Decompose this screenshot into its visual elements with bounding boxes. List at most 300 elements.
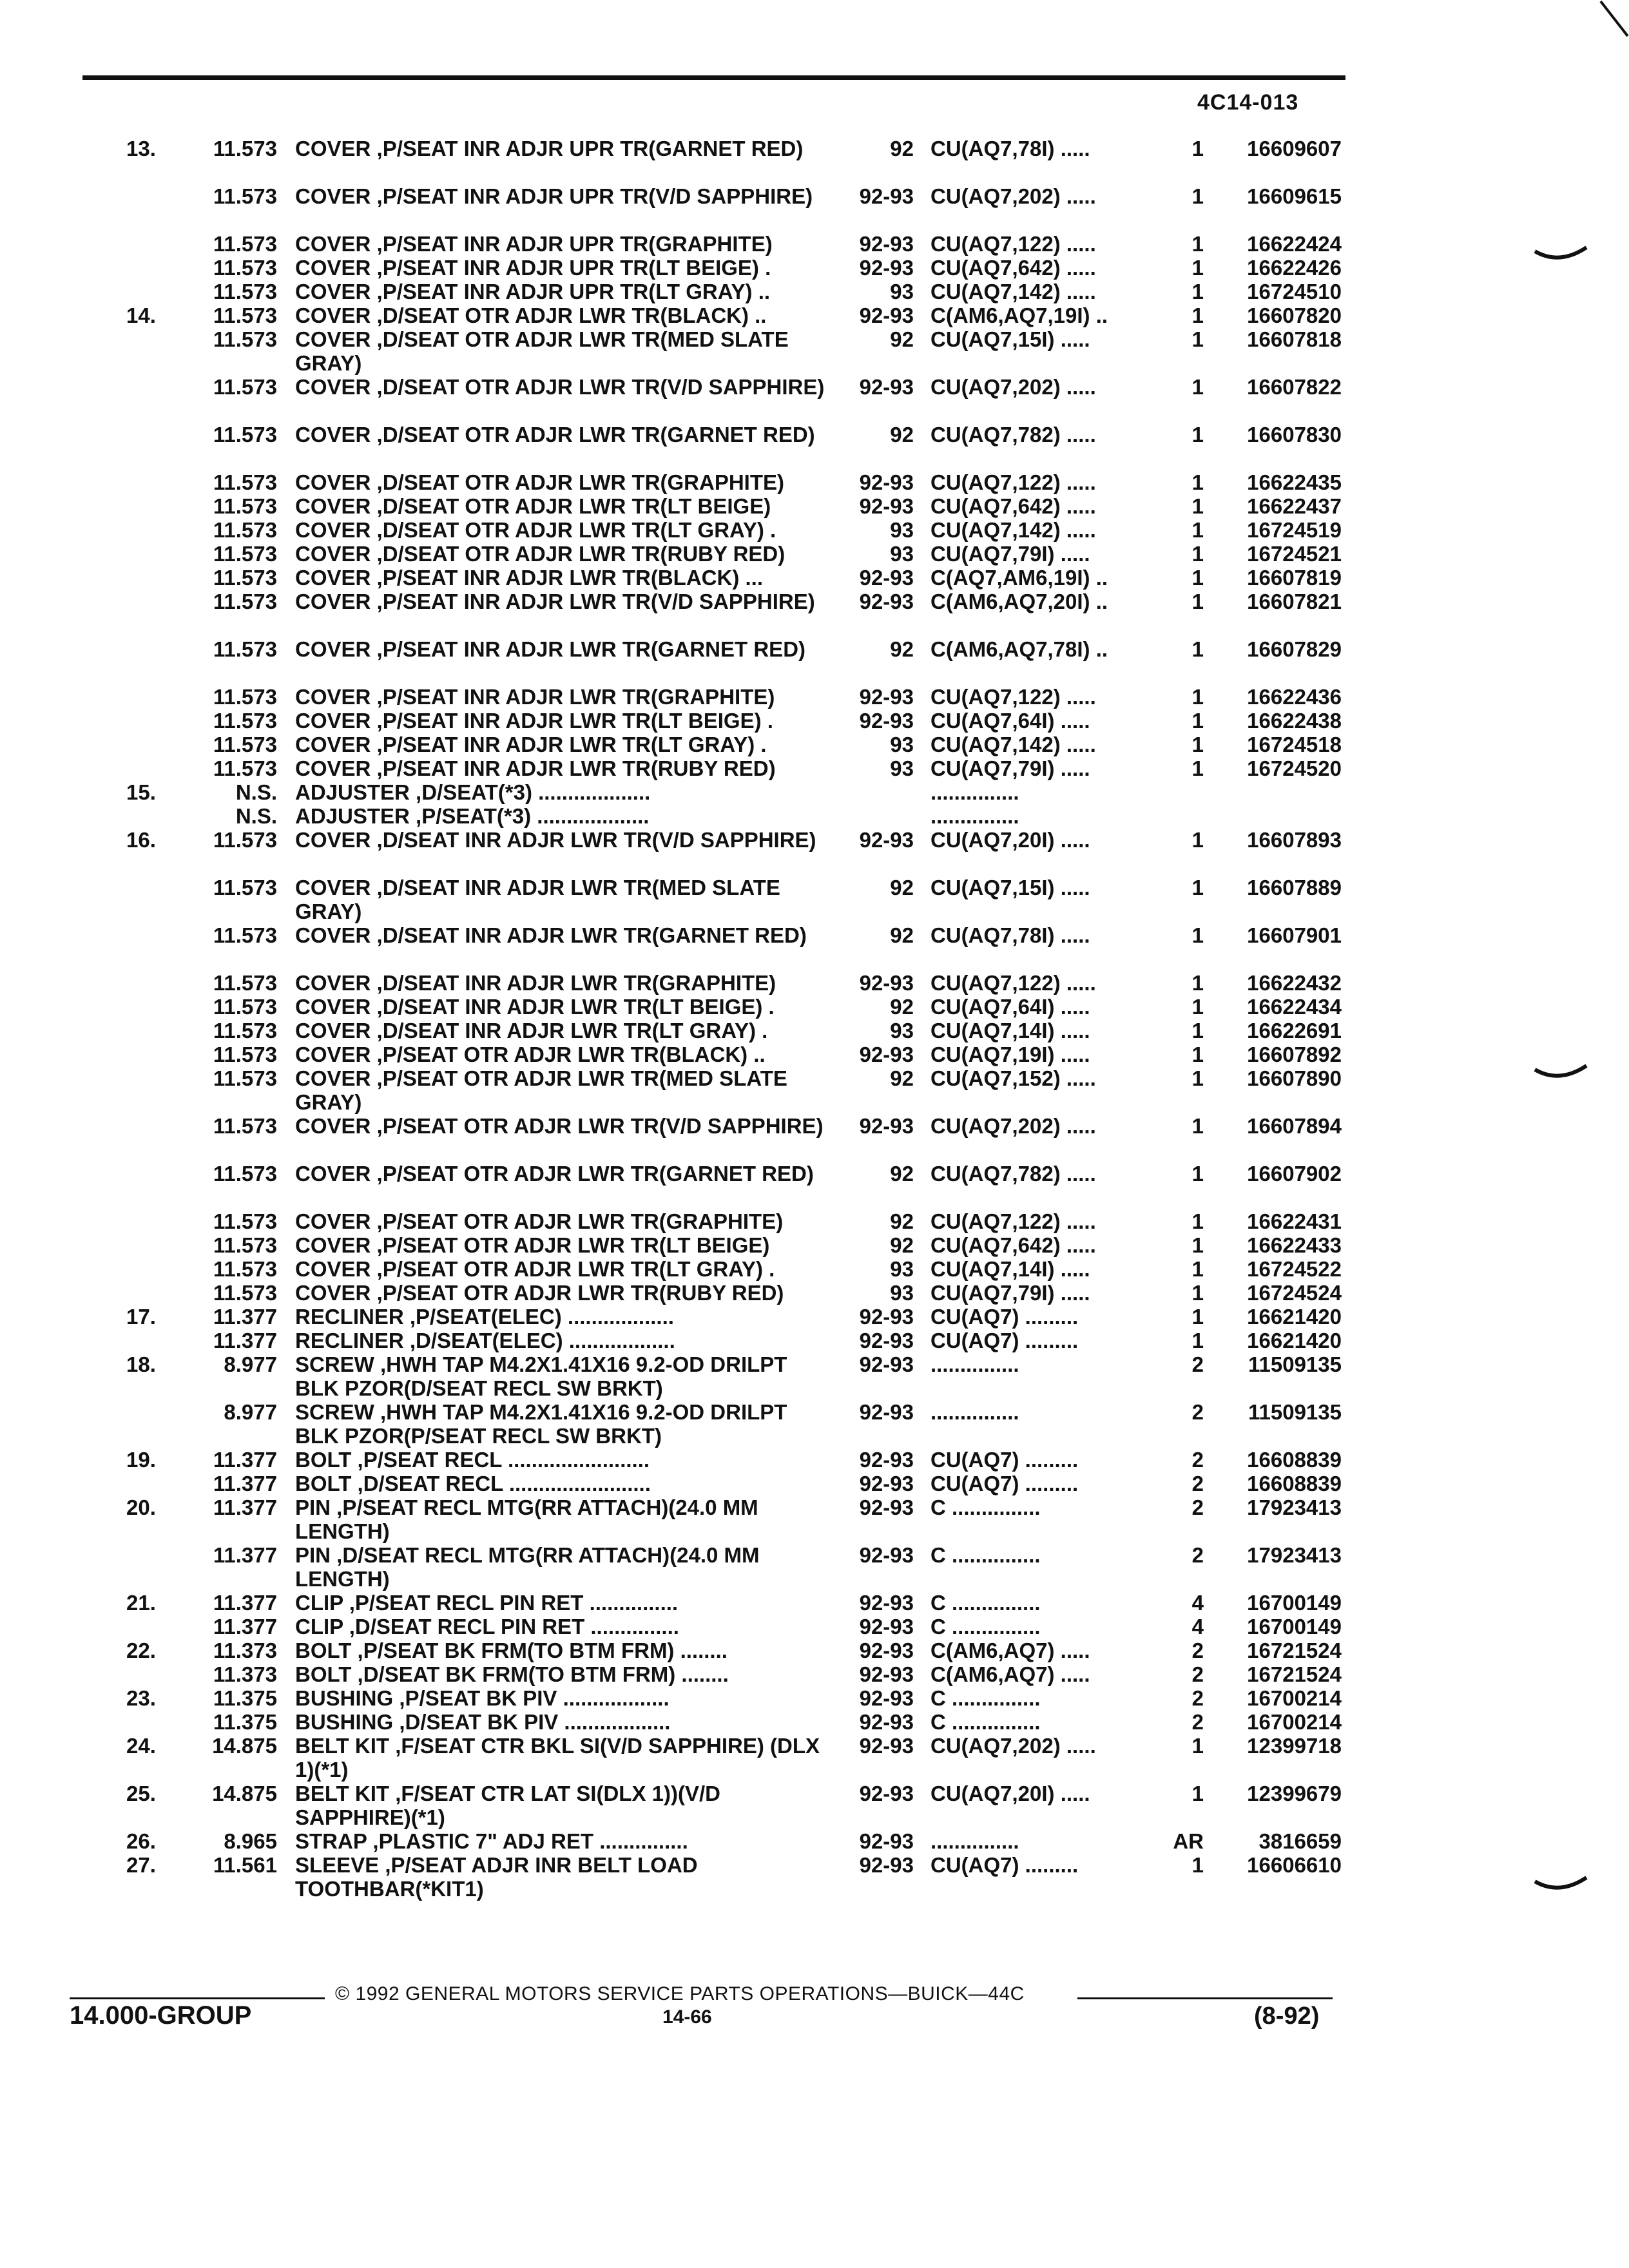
parts-row — [0, 1233, 1629, 1257]
part-number: 16607902 — [1247, 1162, 1342, 1186]
option-codes: C ............... — [930, 1543, 1041, 1567]
parts-row — [0, 685, 1629, 709]
part-description: PIN ,P/SEAT RECL MTG(RR ATTACH)(24.0 MM LENGTH) — [295, 1495, 758, 1543]
quantity: 1 — [1191, 542, 1204, 566]
part-number: 12399679 — [1247, 1782, 1342, 1805]
option-codes: CU(AQ7,642) ..... — [930, 1233, 1096, 1257]
model-years: 92-93 — [859, 1305, 914, 1329]
option-codes: CU(AQ7,19I) ..... — [930, 1043, 1090, 1066]
group-number: 11.373 — [213, 1662, 277, 1686]
group-number: 11.573 — [213, 375, 277, 399]
part-number: 16607821 — [1247, 590, 1342, 613]
part-number: 16607889 — [1247, 876, 1342, 899]
option-codes: CU(AQ7,15I) ..... — [930, 327, 1090, 351]
parts-row — [0, 828, 1629, 876]
parts-row — [0, 542, 1629, 566]
part-description: COVER ,P/SEAT INR ADJR LWR TR(LT GRAY) . — [295, 733, 767, 756]
part-number: 16724519 — [1247, 518, 1342, 542]
parts-row — [0, 184, 1629, 232]
hole-punch-mark — [1534, 1874, 1588, 1897]
parts-row — [0, 1114, 1629, 1162]
option-codes: CU(AQ7) ......... — [930, 1329, 1079, 1352]
parts-row — [0, 923, 1629, 971]
group-number: 11.573 — [213, 1019, 277, 1043]
model-years: 92 — [890, 995, 914, 1019]
part-number: 16622438 — [1247, 709, 1342, 733]
model-years: 92-93 — [859, 1662, 914, 1686]
part-number: 16609607 — [1247, 137, 1342, 160]
part-description: COVER ,D/SEAT OTR ADJR LWR TR(V/D SAPPHIRE) — [295, 375, 825, 399]
option-codes: CU(AQ7,78I) ..... — [930, 923, 1090, 947]
quantity: 2 — [1191, 1448, 1204, 1472]
group-number: N.S. — [235, 804, 277, 828]
option-codes: CU(AQ7,782) ..... — [930, 423, 1096, 447]
part-description: ADJUSTER ,P/SEAT(*3) ................... — [295, 804, 650, 828]
model-years: 92-93 — [859, 1686, 914, 1710]
part-number: 16622431 — [1247, 1209, 1342, 1233]
group-number: 11.573 — [213, 303, 277, 327]
group-number: 11.377 — [213, 1615, 277, 1639]
option-codes: ............... — [930, 780, 1019, 804]
group-number: 11.377 — [213, 1495, 277, 1519]
parts-row — [0, 1400, 1629, 1448]
model-years: 92 — [890, 1066, 914, 1090]
group-number: 11.377 — [213, 1543, 277, 1567]
quantity: 1 — [1191, 470, 1204, 494]
option-codes: CU(AQ7) ......... — [930, 1448, 1079, 1472]
group-number: 11.573 — [213, 1114, 277, 1138]
group-number: 11.375 — [213, 1710, 277, 1734]
quantity: 1 — [1191, 1114, 1204, 1138]
part-description: BOLT ,P/SEAT RECL ........................ — [295, 1448, 650, 1472]
group-number: 11.573 — [213, 1257, 277, 1281]
group-number: 11.573 — [213, 1066, 277, 1090]
model-years: 92-93 — [859, 685, 914, 709]
option-codes: C(AM6,AQ7,19I) .. — [930, 303, 1108, 327]
group-number: 11.573 — [213, 637, 277, 661]
part-description: BOLT ,D/SEAT BK FRM(TO BTM FRM) ........ — [295, 1662, 729, 1686]
model-years: 92-93 — [859, 1853, 914, 1877]
part-description: COVER ,D/SEAT OTR ADJR LWR TR(GRAPHITE) — [295, 470, 784, 494]
model-years: 92 — [890, 1209, 914, 1233]
quantity: 1 — [1191, 423, 1204, 447]
part-number: 16607901 — [1247, 923, 1342, 947]
parts-row — [0, 1615, 1629, 1639]
group-number: 11.573 — [213, 1162, 277, 1186]
part-description: COVER ,P/SEAT OTR ADJR LWR TR(BLACK) .. — [295, 1043, 766, 1066]
option-codes: CU(AQ7,78I) ..... — [930, 137, 1090, 160]
parts-row — [0, 232, 1629, 256]
quantity: 2 — [1191, 1710, 1204, 1734]
part-number: 16607822 — [1247, 375, 1342, 399]
model-years: 92 — [890, 1233, 914, 1257]
group-number: 11.573 — [213, 566, 277, 590]
group-number: 11.573 — [213, 733, 277, 756]
quantity: AR — [1173, 1829, 1204, 1853]
option-codes: C(AM6,AQ7) ..... — [930, 1662, 1090, 1686]
option-codes: CU(AQ7,20I) ..... — [930, 828, 1090, 852]
parts-row — [0, 1305, 1629, 1329]
model-years: 92-93 — [859, 1734, 914, 1758]
part-description: BELT KIT ,F/SEAT CTR LAT SI(DLX 1))(V/D SAPPHIRE)(*1) — [295, 1782, 720, 1829]
part-description: COVER ,D/SEAT INR ADJR LWR TR(V/D SAPPHIRE) — [295, 828, 816, 852]
part-number: 16724521 — [1247, 542, 1342, 566]
quantity: 1 — [1191, 256, 1204, 280]
quantity: 1 — [1191, 1281, 1204, 1305]
hole-punch-mark — [1534, 244, 1588, 267]
item-key-number: 24. — [126, 1734, 156, 1758]
parts-row — [0, 876, 1629, 923]
group-number: 11.573 — [213, 184, 277, 208]
group-number: 11.377 — [213, 1591, 277, 1615]
model-years: 92-93 — [859, 1329, 914, 1352]
part-description: SCREW ,HWH TAP M4.2X1.41X16 9.2-OD DRILPT BLK PZOR(D/SEAT RECL SW BRKT) — [295, 1352, 787, 1400]
item-key-number: 15. — [126, 780, 156, 804]
model-years: 93 — [890, 280, 914, 303]
quantity: 1 — [1191, 709, 1204, 733]
part-number: 16621420 — [1247, 1329, 1342, 1352]
quantity: 1 — [1191, 685, 1204, 709]
part-number: 16607829 — [1247, 637, 1342, 661]
part-number: 16700149 — [1247, 1615, 1342, 1639]
part-number: 16608839 — [1247, 1448, 1342, 1472]
group-number: 11.573 — [213, 971, 277, 995]
parts-row — [0, 566, 1629, 590]
model-years: 93 — [890, 518, 914, 542]
item-key-number: 19. — [126, 1448, 156, 1472]
quantity: 1 — [1191, 1066, 1204, 1090]
part-number: 16607894 — [1247, 1114, 1342, 1138]
part-description: COVER ,P/SEAT OTR ADJR LWR TR(MED SLATE GRAY) — [295, 1066, 787, 1114]
model-years: 92-93 — [859, 709, 914, 733]
part-description: COVER ,P/SEAT INR ADJR LWR TR(GRAPHITE) — [295, 685, 775, 709]
part-number: 16608839 — [1247, 1472, 1342, 1495]
parts-row — [0, 756, 1629, 780]
quantity: 2 — [1191, 1400, 1204, 1424]
top-rule — [82, 75, 1345, 80]
option-codes: CU(AQ7,202) ..... — [930, 1114, 1096, 1138]
option-codes: C ............... — [930, 1710, 1041, 1734]
parts-row — [0, 995, 1629, 1019]
item-key-number: 14. — [126, 303, 156, 327]
parts-row — [0, 137, 1629, 184]
part-number: 17923413 — [1247, 1543, 1342, 1567]
hole-punch-mark — [1534, 1062, 1588, 1085]
parts-list — [0, 137, 1629, 1901]
item-key-number: 22. — [126, 1639, 156, 1662]
model-years: 92 — [890, 923, 914, 947]
part-number: 16607893 — [1247, 828, 1342, 852]
part-description: COVER ,D/SEAT INR ADJR LWR TR(LT BEIGE) . — [295, 995, 775, 1019]
model-years: 92-93 — [859, 1543, 914, 1567]
group-number: 11.573 — [213, 709, 277, 733]
parts-row — [0, 1710, 1629, 1734]
part-description: CLIP ,P/SEAT RECL PIN RET ............... — [295, 1591, 679, 1615]
part-description: COVER ,P/SEAT OTR ADJR LWR TR(V/D SAPPHIRE) — [295, 1114, 824, 1138]
part-description: RECLINER ,P/SEAT(ELEC) .................. — [295, 1305, 674, 1329]
parts-row — [0, 1448, 1629, 1472]
part-number: 11509135 — [1248, 1352, 1342, 1376]
part-number: 16606610 — [1247, 1853, 1342, 1877]
quantity: 1 — [1191, 733, 1204, 756]
part-number: 16622437 — [1247, 494, 1342, 518]
parts-row — [0, 1495, 1629, 1543]
quantity: 1 — [1191, 995, 1204, 1019]
model-years: 92-93 — [859, 303, 914, 327]
part-description: COVER ,P/SEAT OTR ADJR LWR TR(LT BEIGE) — [295, 1233, 770, 1257]
model-years: 93 — [890, 542, 914, 566]
group-number: 11.377 — [213, 1472, 277, 1495]
parts-row — [0, 590, 1629, 637]
group-number: 11.573 — [213, 470, 277, 494]
option-codes: CU(AQ7,202) ..... — [930, 184, 1096, 208]
option-codes: C(AM6,AQ7,78I) .. — [930, 637, 1108, 661]
group-number: 8.977 — [224, 1400, 277, 1424]
quantity: 2 — [1191, 1639, 1204, 1662]
group-number: 11.573 — [213, 1043, 277, 1066]
part-description: ADJUSTER ,D/SEAT(*3) ................... — [295, 780, 651, 804]
parts-row — [0, 1209, 1629, 1233]
footer-rule-right — [1077, 1997, 1333, 1999]
model-years: 92-93 — [859, 256, 914, 280]
quantity: 1 — [1191, 971, 1204, 995]
model-years: 92-93 — [859, 590, 914, 613]
parts-row — [0, 1352, 1629, 1400]
option-codes: ............... — [930, 1829, 1019, 1853]
parts-row — [0, 1686, 1629, 1710]
part-number: 16622436 — [1247, 685, 1342, 709]
part-description: COVER ,D/SEAT INR ADJR LWR TR(GRAPHITE) — [295, 971, 776, 995]
part-number: 16622424 — [1247, 232, 1342, 256]
option-codes: CU(AQ7,152) ..... — [930, 1066, 1096, 1090]
model-years: 92-93 — [859, 1495, 914, 1519]
parts-row — [0, 1639, 1629, 1662]
group-number: 11.573 — [213, 137, 277, 160]
parts-row — [0, 1281, 1629, 1305]
option-codes: CU(AQ7,142) ..... — [930, 280, 1096, 303]
parts-row — [0, 1019, 1629, 1043]
group-number: 11.573 — [213, 756, 277, 780]
part-description: COVER ,P/SEAT INR ADJR LWR TR(GARNET RED) — [295, 637, 806, 661]
parts-row — [0, 1472, 1629, 1495]
part-number: 17923413 — [1247, 1495, 1342, 1519]
quantity: 1 — [1191, 184, 1204, 208]
option-codes: CU(AQ7,79I) ..... — [930, 756, 1090, 780]
copyright-notice: © 1992 GENERAL MOTORS SERVICE PARTS OPERATIONS—BUICK—44C — [335, 1983, 1025, 2004]
quantity: 4 — [1191, 1615, 1204, 1639]
group-number: 11.375 — [213, 1686, 277, 1710]
option-codes: C ............... — [930, 1686, 1041, 1710]
group-number: 11.573 — [213, 828, 277, 852]
quantity: 1 — [1191, 327, 1204, 351]
option-codes: C ............... — [930, 1615, 1041, 1639]
part-description: STRAP ,PLASTIC 7" ADJ RET ............... — [295, 1829, 688, 1853]
group-number: 11.573 — [213, 518, 277, 542]
option-codes: CU(AQ7,64I) ..... — [930, 709, 1090, 733]
part-number: 16724524 — [1247, 1281, 1342, 1305]
quantity: 1 — [1191, 494, 1204, 518]
part-description: COVER ,P/SEAT OTR ADJR LWR TR(RUBY RED) — [295, 1281, 784, 1305]
part-number: 11509135 — [1248, 1400, 1342, 1424]
model-years: 93 — [890, 756, 914, 780]
part-number: 16607892 — [1247, 1043, 1342, 1066]
option-codes: C ............... — [930, 1591, 1041, 1615]
part-description: COVER ,P/SEAT INR ADJR LWR TR(RUBY RED) — [295, 756, 776, 780]
part-description: SLEEVE ,P/SEAT ADJR INR BELT LOAD TOOTHBAR(*KIT1) — [295, 1853, 698, 1901]
option-codes: ............... — [930, 1400, 1019, 1424]
part-number: 16724510 — [1247, 280, 1342, 303]
parts-row — [0, 1829, 1629, 1853]
group-number: 11.377 — [213, 1329, 277, 1352]
footer-rule-left — [70, 1997, 325, 1999]
option-codes: CU(AQ7) ......... — [930, 1305, 1079, 1329]
option-codes: CU(AQ7,142) ..... — [930, 518, 1096, 542]
part-description: COVER ,D/SEAT OTR ADJR LWR TR(RUBY RED) — [295, 542, 786, 566]
part-description: BUSHING ,P/SEAT BK PIV .................. — [295, 1686, 670, 1710]
part-number: 16700149 — [1247, 1591, 1342, 1615]
model-years: 92-93 — [859, 1400, 914, 1424]
page-code: 4C14-013 — [1197, 90, 1299, 115]
quantity: 1 — [1191, 566, 1204, 590]
parts-row — [0, 1329, 1629, 1352]
date-code: (8-92) — [1254, 2003, 1320, 2030]
option-codes: CU(AQ7,122) ..... — [930, 1209, 1096, 1233]
model-years: 92 — [890, 423, 914, 447]
option-codes: ............... — [930, 804, 1019, 828]
group-number: 11.573 — [213, 280, 277, 303]
part-description: COVER ,D/SEAT OTR ADJR LWR TR(LT GRAY) . — [295, 518, 776, 542]
part-description: COVER ,D/SEAT INR ADJR LWR TR(MED SLATE GRAY) — [295, 876, 780, 923]
model-years: 92-93 — [859, 566, 914, 590]
quantity: 2 — [1191, 1472, 1204, 1495]
group-number: 14.875 — [212, 1782, 277, 1805]
parts-row — [0, 518, 1629, 542]
option-codes: CU(AQ7,142) ..... — [930, 733, 1096, 756]
quantity: 2 — [1191, 1686, 1204, 1710]
quantity: 1 — [1191, 637, 1204, 661]
quantity: 4 — [1191, 1591, 1204, 1615]
part-number: 16607890 — [1247, 1066, 1342, 1090]
parts-row — [0, 1662, 1629, 1686]
item-key-number: 23. — [126, 1686, 156, 1710]
group-number: 14.875 — [212, 1734, 277, 1758]
parts-row — [0, 327, 1629, 375]
item-key-number: 27. — [126, 1853, 156, 1877]
group-label: 14.000-GROUP — [70, 2001, 252, 2030]
part-description: COVER ,P/SEAT INR ADJR UPR TR(LT GRAY) .. — [295, 280, 771, 303]
part-number: 16721524 — [1247, 1639, 1342, 1662]
part-number: 12399718 — [1247, 1734, 1342, 1758]
part-description: COVER ,P/SEAT INR ADJR LWR TR(LT BEIGE) . — [295, 709, 773, 733]
parts-row — [0, 375, 1629, 423]
quantity: 2 — [1191, 1352, 1204, 1376]
model-years: 92-93 — [859, 1639, 914, 1662]
parts-row — [0, 256, 1629, 280]
option-codes: C(AM6,AQ7,20I) .. — [930, 590, 1108, 613]
part-description: PIN ,D/SEAT RECL MTG(RR ATTACH)(24.0 MM LENGTH) — [295, 1543, 760, 1591]
quantity: 1 — [1191, 1162, 1204, 1186]
option-codes: CU(AQ7,122) ..... — [930, 232, 1096, 256]
part-description: COVER ,P/SEAT INR ADJR LWR TR(V/D SAPPHIRE) — [295, 590, 815, 613]
model-years: 92 — [890, 137, 914, 160]
parts-row — [0, 423, 1629, 470]
option-codes: CU(AQ7,14I) ..... — [930, 1019, 1090, 1043]
parts-row — [0, 733, 1629, 756]
part-description: CLIP ,D/SEAT RECL PIN RET ............... — [295, 1615, 679, 1639]
model-years: 92 — [890, 1162, 914, 1186]
parts-row — [0, 709, 1629, 733]
model-years: 92-93 — [859, 1472, 914, 1495]
model-years: 92-93 — [859, 971, 914, 995]
quantity: 1 — [1191, 137, 1204, 160]
model-years: 93 — [890, 1019, 914, 1043]
parts-row — [0, 1853, 1629, 1901]
parts-row — [0, 1043, 1629, 1066]
option-codes: CU(AQ7,642) ..... — [930, 494, 1096, 518]
group-number: 11.573 — [213, 256, 277, 280]
model-years: 92-93 — [859, 232, 914, 256]
option-codes: CU(AQ7,14I) ..... — [930, 1257, 1090, 1281]
parts-row — [0, 804, 1629, 828]
option-codes: CU(AQ7,20I) ..... — [930, 1782, 1090, 1805]
group-number: 11.573 — [213, 327, 277, 351]
model-years: 92-93 — [859, 184, 914, 208]
option-codes: CU(AQ7,122) ..... — [930, 971, 1096, 995]
part-number: 16607819 — [1247, 566, 1342, 590]
part-number: 16609615 — [1247, 184, 1342, 208]
group-number: N.S. — [235, 780, 277, 804]
quantity: 1 — [1191, 375, 1204, 399]
group-number: 8.965 — [224, 1829, 277, 1853]
quantity: 1 — [1191, 232, 1204, 256]
part-number: 16700214 — [1247, 1710, 1342, 1734]
quantity: 1 — [1191, 303, 1204, 327]
option-codes: CU(AQ7,79I) ..... — [930, 542, 1090, 566]
parts-row — [0, 303, 1629, 327]
part-description: COVER ,P/SEAT INR ADJR UPR TR(V/D SAPPHIRE) — [295, 184, 813, 208]
group-number: 11.377 — [213, 1305, 277, 1329]
quantity: 1 — [1191, 828, 1204, 852]
group-number: 11.377 — [213, 1448, 277, 1472]
quantity: 2 — [1191, 1543, 1204, 1567]
group-number: 8.977 — [224, 1352, 277, 1376]
model-years: 92-93 — [859, 375, 914, 399]
part-number: 16607820 — [1247, 303, 1342, 327]
model-years: 92-93 — [859, 1615, 914, 1639]
item-key-number: 16. — [126, 828, 156, 852]
part-description: COVER ,D/SEAT OTR ADJR LWR TR(LT BEIGE) — [295, 494, 771, 518]
parts-row — [0, 470, 1629, 494]
model-years: 92-93 — [859, 470, 914, 494]
option-codes: CU(AQ7,79I) ..... — [930, 1281, 1090, 1305]
quantity: 1 — [1191, 1782, 1204, 1805]
group-number: 11.573 — [213, 876, 277, 899]
model-years: 92 — [890, 327, 914, 351]
part-description: COVER ,P/SEAT OTR ADJR LWR TR(GARNET RED) — [295, 1162, 814, 1186]
quantity: 1 — [1191, 876, 1204, 899]
option-codes: C(AQ7,AM6,19I) .. — [930, 566, 1108, 590]
parts-row — [0, 1257, 1629, 1281]
quantity: 1 — [1191, 1043, 1204, 1066]
part-number: 3816659 — [1258, 1829, 1342, 1853]
parts-row — [0, 1591, 1629, 1615]
model-years: 92-93 — [859, 828, 914, 852]
quantity: 1 — [1191, 1734, 1204, 1758]
part-number: 16721524 — [1247, 1662, 1342, 1686]
model-years: 92-93 — [859, 1829, 914, 1853]
parts-row — [0, 1066, 1629, 1114]
part-number: 16622426 — [1247, 256, 1342, 280]
